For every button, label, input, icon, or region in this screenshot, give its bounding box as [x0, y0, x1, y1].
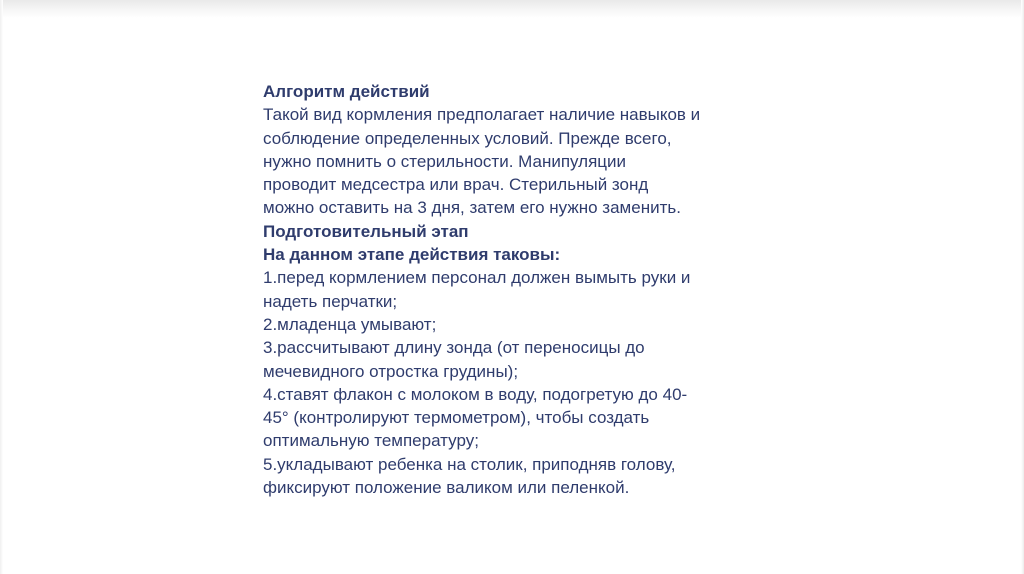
- intro-line: Такой вид кормления предполагает наличие навыков и: [263, 105, 701, 125]
- step-line: 2.младенца умывают;: [263, 314, 437, 334]
- step-line: оптимальную температуру;: [263, 431, 479, 451]
- step-line: мечевидного отростка грудины);: [263, 361, 519, 381]
- step-line: надеть перчатки;: [263, 291, 398, 311]
- intro-line: соблюдение определенных условий. Прежде всего,: [263, 128, 672, 148]
- steps-heading: На данном этапе действия таковы:: [263, 245, 561, 265]
- intro-line: нужно помнить о стерильности. Манипуляции: [263, 151, 627, 171]
- slide-text-block: [263, 80, 783, 499]
- step-line: 4.ставят флакон с молоком в воду, подогретую до 40-: [263, 384, 688, 404]
- step-line: 5.укладывают ребенка на столик, приподняв голову,: [263, 454, 676, 474]
- slide-top-shadow: [0, 0, 1024, 18]
- intro-line: проводит медсестра или врач. Стерильный зонд: [263, 175, 649, 195]
- slide-left-edge: [0, 0, 3, 574]
- step-line: 3.рассчитывают длину зонда (от переносицы до: [263, 338, 645, 358]
- slide-subheading: Подготовительный этап: [263, 221, 469, 241]
- step-line: фиксируют положение валиком или пеленкой.: [263, 478, 630, 498]
- intro-line: можно оставить на 3 дня, затем его нужно заменить.: [263, 198, 681, 218]
- slide-heading: Алгоритм действий: [263, 82, 430, 101]
- step-line: 1.перед кормлением персонал должен вымыть руки и: [263, 268, 691, 288]
- step-line: 45° (контролируют термометром), чтобы создать: [263, 408, 650, 428]
